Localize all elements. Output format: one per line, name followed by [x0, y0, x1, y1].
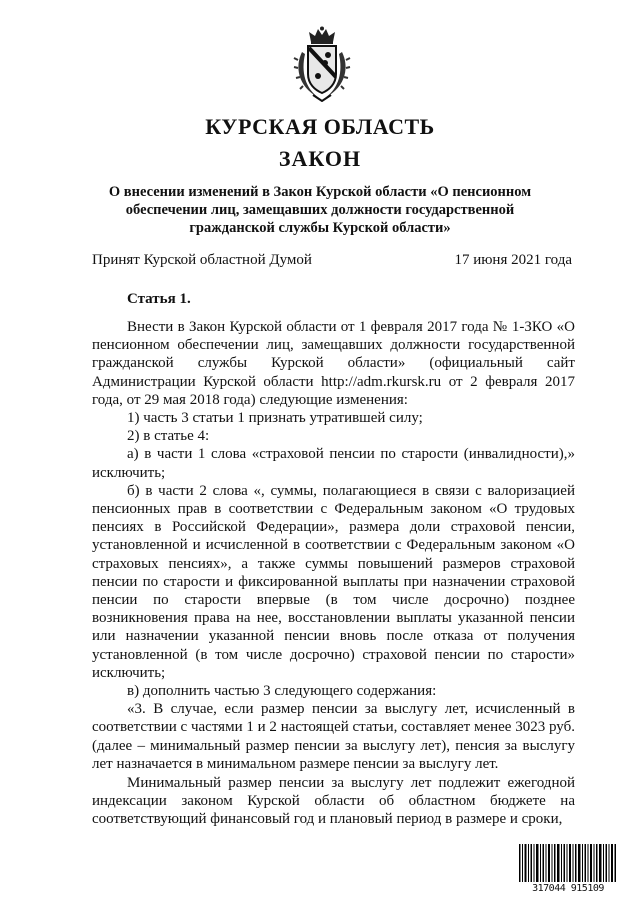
- law-title: О внесении изменений в Закон Курской области «О пенсионном обеспечении лиц, замещавших должности государственной гражданской службы Курской области»: [108, 184, 532, 236]
- document-type-heading: ЗАКОН: [278, 146, 362, 171]
- barcode-number: 317044 915109: [532, 883, 604, 894]
- coat-of-arms-emblem: [293, 26, 351, 102]
- article-body: [92, 318, 575, 829]
- article-paragraph: 1) часть 3 статьи 1 признать утратившей силу;: [127, 410, 423, 427]
- adopted-by-text: Принят Курской областной Думой: [92, 252, 312, 268]
- article-paragraph: б) в части 2 слова «, суммы, полагающиеся в связи с валоризацией пенсионных прав в соответствии с Федеральным законом «О трудовых пенсиях в Российской Федерации», размера доли страховой пенсии, установленной и исчисленной в соответствии с Федеральным законом «О страховых пенсиях», а также суммы повышений размеров страховой пенсии по старости и фиксированной выплаты при назначении страховой пенсии по старости впервые (в том числе досрочно) позднее возникновения права на нее, восстановлении выплаты указанной пенсии или назначении указанной пенсии вновь после отказа от получения установленной (в том числе досрочно) страховой пенсии по старости» исключить;: [92, 482, 575, 681]
- article-paragraph: Минимальный размер пенсии за выслугу лет подлежит ежегодной индексации законом Курской области об областном бюджете на соответствующий финансовый год и плановый период в размере и сроки,: [92, 775, 575, 828]
- article-paragraph: 2) в статье 4:: [127, 428, 210, 445]
- article-paragraph: в) дополнить частью 3 следующего содержания:: [127, 683, 437, 700]
- article-heading: Статья 1.: [127, 291, 191, 307]
- adoption-date: 17 июня 2021 года: [454, 252, 572, 268]
- document-barcode: [518, 844, 618, 898]
- article-paragraph: Внести в Закон Курской области от 1 февраля 2017 года № 1-ЗКО «О пенсионном обеспечении лиц, замещавших должности государственной гражданской службы Курской области» (официальный сайт Администрации Курской области http://adm.rkursk.ru от 2 февраля 2017 года, от 29 мая 2018 года) следующие изменения:: [92, 319, 575, 408]
- region-heading: КУРСКАЯ ОБЛАСТЬ: [205, 114, 435, 139]
- barcode-bars: [518, 844, 618, 882]
- article-paragraph: «3. В случае, если размер пенсии за выслугу лет, исчисленный в соответствии с частями 1 и 2 настоящей статьи, составляет менее 3023 руб. (далее – минимальный размер пенсии за выслугу лет), пенсия за выслугу лет назначается в минимальном размере пенсии за выслугу лет.: [92, 701, 575, 772]
- article-paragraph: а) в части 1 слова «страховой пенсии по старости (инвалидности),» исключить;: [92, 446, 575, 481]
